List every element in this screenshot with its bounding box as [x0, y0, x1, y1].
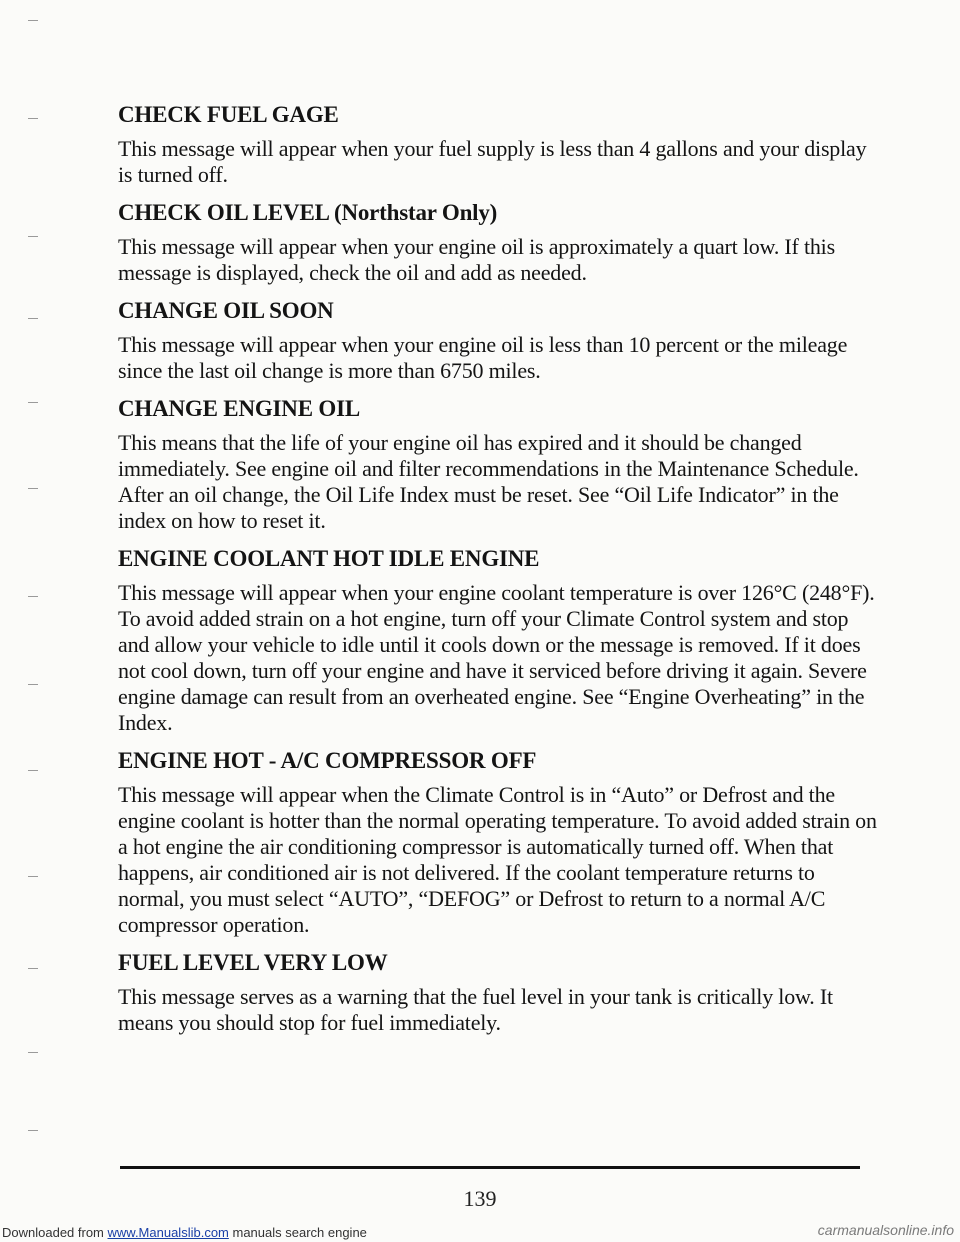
section-check-fuel-gage: [118, 98, 878, 188]
footer-source: [2, 1225, 367, 1240]
section-heading: CHECK OIL LEVEL (Northstar Only): [118, 200, 498, 225]
section-fuel-level-very-low: [118, 946, 878, 1036]
section-change-engine-oil: [118, 392, 878, 534]
watermark: carmanualsonline.info: [817, 1222, 954, 1238]
footer-prefix: Downloaded from: [2, 1225, 108, 1240]
section-body: This message will appear when the Climate Control is in “Auto” or Defrost and the engine coolant is hotter than the normal operating temperature. To avoid added strain on a hot engine the air conditioning compressor is automatically turned off. When that happens, air conditioned air is not delivered. If the coolant temperature returns to normal, you must select “AUTO”, “DEFOG” or Defrost to return to a normal A/C compressor operation.: [118, 782, 877, 937]
margin-mark: [28, 1130, 38, 1131]
margin-mark: [28, 236, 38, 237]
section-engine-hot-ac-off: [118, 744, 878, 938]
margin-mark: [28, 876, 38, 877]
section-body: This message will appear when your fuel supply is less than 4 gallons and your display is turned off.: [118, 136, 867, 187]
section-heading: CHANGE OIL SOON: [118, 298, 334, 323]
page-content: [118, 98, 878, 1044]
margin-mark: [28, 968, 38, 969]
margin-mark: [28, 684, 38, 685]
margin-mark: [28, 402, 38, 403]
margin-mark: [28, 118, 38, 119]
section-body: This message will appear when your engine coolant temperature is over 126°C (248°F). To avoid added strain on a hot engine, turn off your Climate Control system and stop and allow your vehicle to idle until it cools down or the message is removed. If it does not cool down, turn off your engine and have it serviced before driving it again. Severe engine damage can result from an overheated engine. See “Engine Overheating” in the Index.: [118, 580, 875, 735]
section-heading: CHANGE ENGINE OIL: [118, 396, 360, 421]
footer-suffix: manuals search engine: [228, 1225, 367, 1240]
section-heading: ENGINE HOT - A/C COMPRESSOR OFF: [118, 748, 537, 773]
section-engine-coolant-hot: [118, 542, 878, 736]
margin-mark: [28, 318, 38, 319]
section-check-oil-level: [118, 196, 878, 286]
section-body: This message will appear when your engine oil is approximately a quart low. If this message is displayed, check the oil and add as needed.: [118, 234, 835, 285]
section-heading: CHECK FUEL GAGE: [118, 102, 339, 127]
section-body: This message will appear when your engine oil is less than 10 percent or the mileage since the last oil change is more than 6750 miles.: [118, 332, 848, 383]
margin-mark: [28, 20, 38, 21]
section-body: This means that the life of your engine oil has expired and it should be changed immediately. See engine oil and filter recommendations in the Maintenance Schedule. After an oil change, the Oil Life Index must be reset. See “Oil Life Indicator” in the index on how to reset it.: [118, 430, 859, 533]
footer-rule: [120, 1166, 860, 1169]
manualslib-link[interactable]: www.Manualslib.com: [107, 1225, 229, 1240]
margin-mark: [28, 488, 38, 489]
section-heading: FUEL LEVEL VERY LOW: [118, 950, 388, 975]
download-footer: [0, 1222, 960, 1242]
margin-mark: [28, 770, 38, 771]
margin-mark: [28, 1052, 38, 1053]
section-change-oil-soon: [118, 294, 878, 384]
section-heading: ENGINE COOLANT HOT IDLE ENGINE: [118, 546, 540, 571]
section-body: This message serves as a warning that the fuel level in your tank is critically low. It means you should stop for fuel immediately.: [118, 984, 833, 1035]
margin-mark: [28, 596, 38, 597]
page-number: 139: [463, 1186, 497, 1211]
